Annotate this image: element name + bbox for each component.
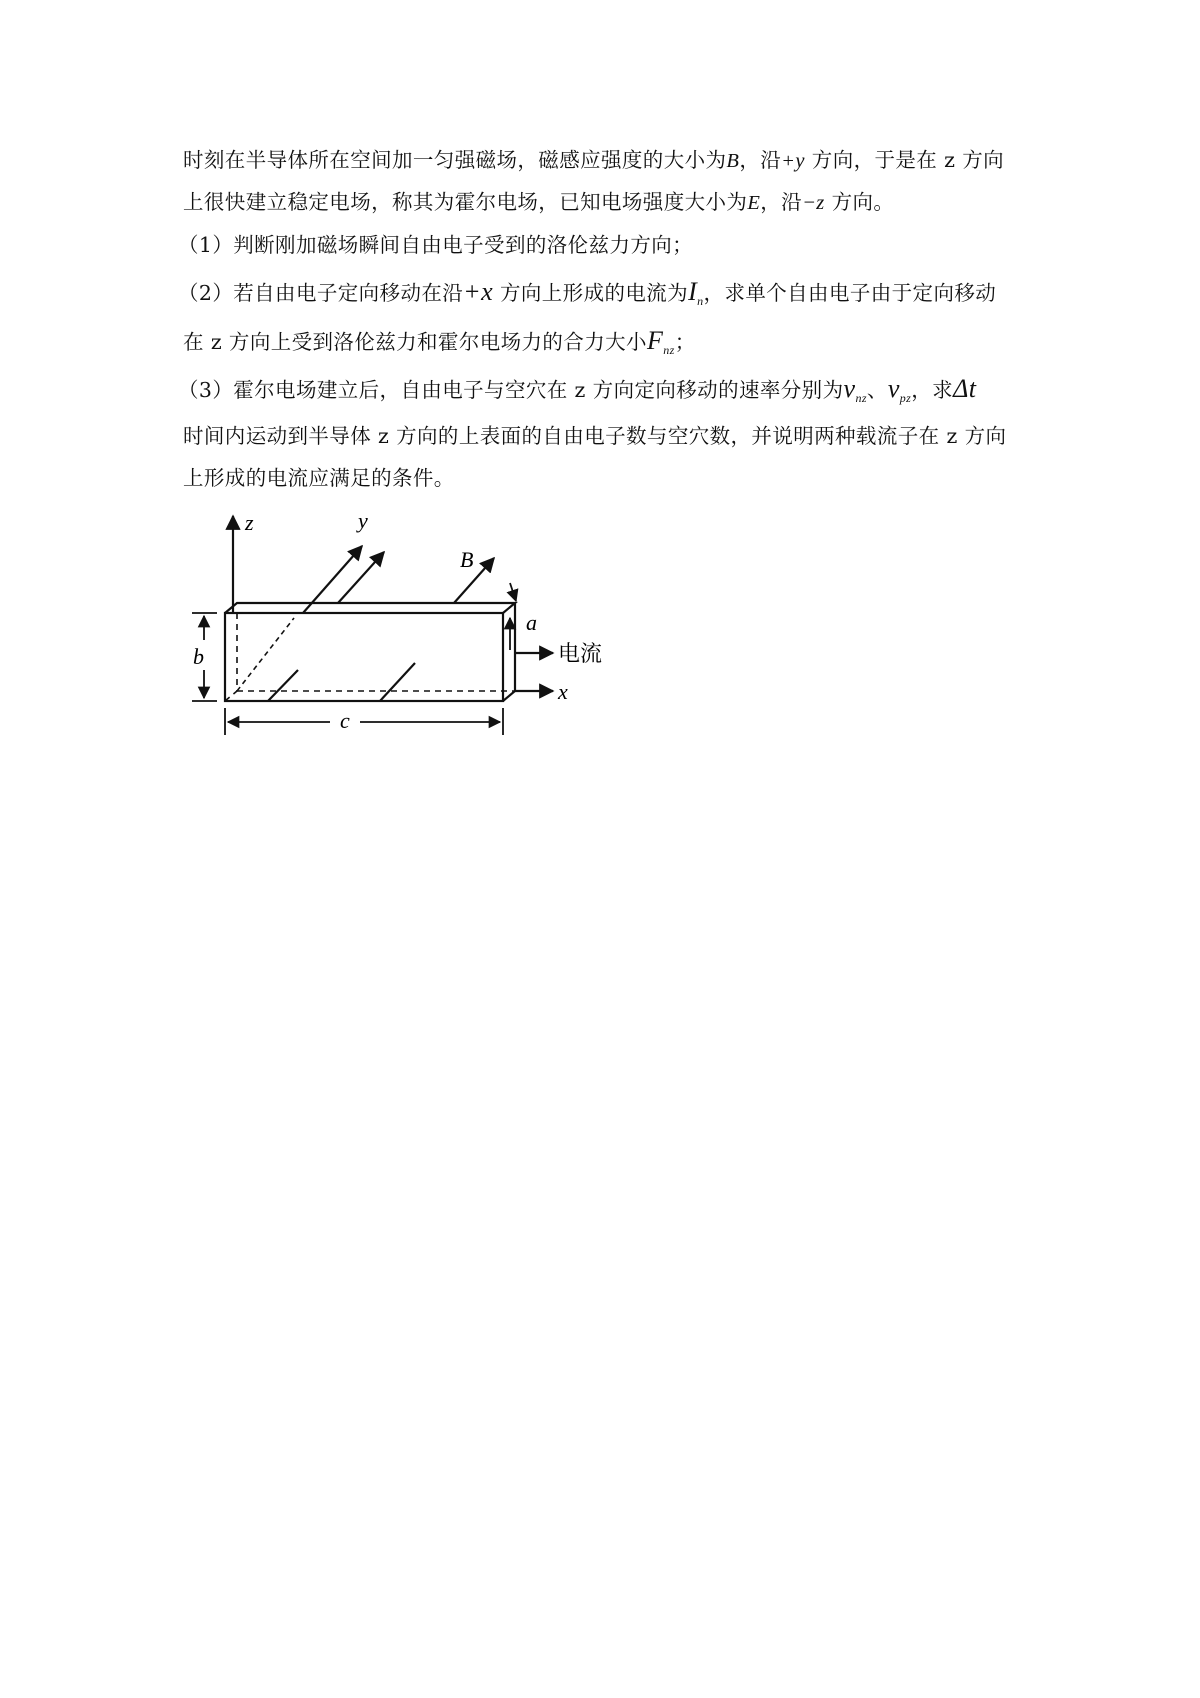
label-b: b — [193, 644, 204, 669]
symbol-I: I — [688, 277, 698, 306]
text: ，沿 — [760, 190, 803, 214]
question-3-line-3 — [183, 462, 1033, 494]
symbol-E: E — [747, 192, 761, 214]
box-top-face — [225, 603, 515, 613]
symbol-minus-z: −z — [802, 192, 825, 214]
question-1 — [178, 229, 1028, 261]
b-field-line-lower — [268, 670, 298, 701]
symbol-plus-y: +y — [781, 150, 805, 172]
question-3-line-2 — [183, 420, 1033, 452]
question-2-line-2 — [183, 325, 1033, 366]
box-right-face — [503, 603, 515, 701]
subscript-nz: nz — [663, 343, 675, 357]
paragraph-line-2 — [183, 186, 1033, 219]
text: 方向上形成的电流为 — [493, 281, 689, 305]
label-c: c — [340, 708, 350, 733]
subscript-pz: pz — [899, 391, 912, 405]
subscript-n: n — [697, 294, 704, 308]
label-B: B — [460, 547, 474, 572]
label-current: 电流 — [558, 642, 603, 667]
question-1-text: （1）判断刚加磁场瞬间自由电子受到的洛伦兹力方向； — [178, 233, 694, 257]
question-2-line-1 — [178, 276, 1028, 317]
symbol-plus-x: +x — [463, 277, 494, 306]
label-y: y — [358, 508, 368, 533]
text: 、 — [866, 378, 888, 402]
label-a: a — [526, 610, 537, 635]
box-front-face — [225, 613, 503, 701]
b-field-line — [338, 552, 384, 603]
text: ，沿 — [739, 148, 782, 172]
subscript-nz: nz — [855, 391, 867, 405]
symbol-B: B — [726, 150, 740, 172]
text: 上很快建立稳定电场，称其为霍尔电场，已知电场强度大小为 — [183, 190, 748, 214]
symbol-v: v — [887, 374, 900, 403]
hall-effect-figure — [170, 500, 630, 750]
text: ，求单个自由电子由于定向移动 — [703, 281, 997, 305]
label-x: x — [558, 679, 568, 704]
text: （3）霍尔电场建立后，自由电子与空穴在 z 方向定向移动的速率分别为 — [178, 378, 844, 402]
symbol-v: v — [843, 374, 856, 403]
a-dimension-arrow — [510, 583, 516, 601]
text: ，求 — [911, 378, 954, 402]
symbol-delta-t: Δt — [953, 374, 977, 403]
text: 方向。 — [824, 190, 895, 214]
text: 时间内运动到半导体 z 方向的上表面的自由电子数与空穴数，并说明两种载流子在 z 方向 — [183, 424, 1007, 448]
b-field-line-lower — [380, 663, 415, 701]
symbol-F: F — [646, 326, 664, 355]
text: 在 z 方向上受到洛伦兹力和霍尔电场力的合力大小 — [183, 330, 647, 354]
text: ； — [674, 330, 696, 354]
text: 上形成的电流应满足的条件。 — [183, 466, 455, 490]
label-z: z — [245, 510, 254, 535]
paragraph-line-1 — [183, 144, 1033, 177]
text: 方向，于是在 z 方向 — [804, 148, 1005, 172]
text: （2）若自由电子定向移动在沿 — [178, 281, 464, 305]
text: 时刻在半导体所在空间加一匀强磁场，磁感应强度的大小为 — [183, 148, 727, 172]
question-3-line-1 — [178, 373, 1028, 414]
